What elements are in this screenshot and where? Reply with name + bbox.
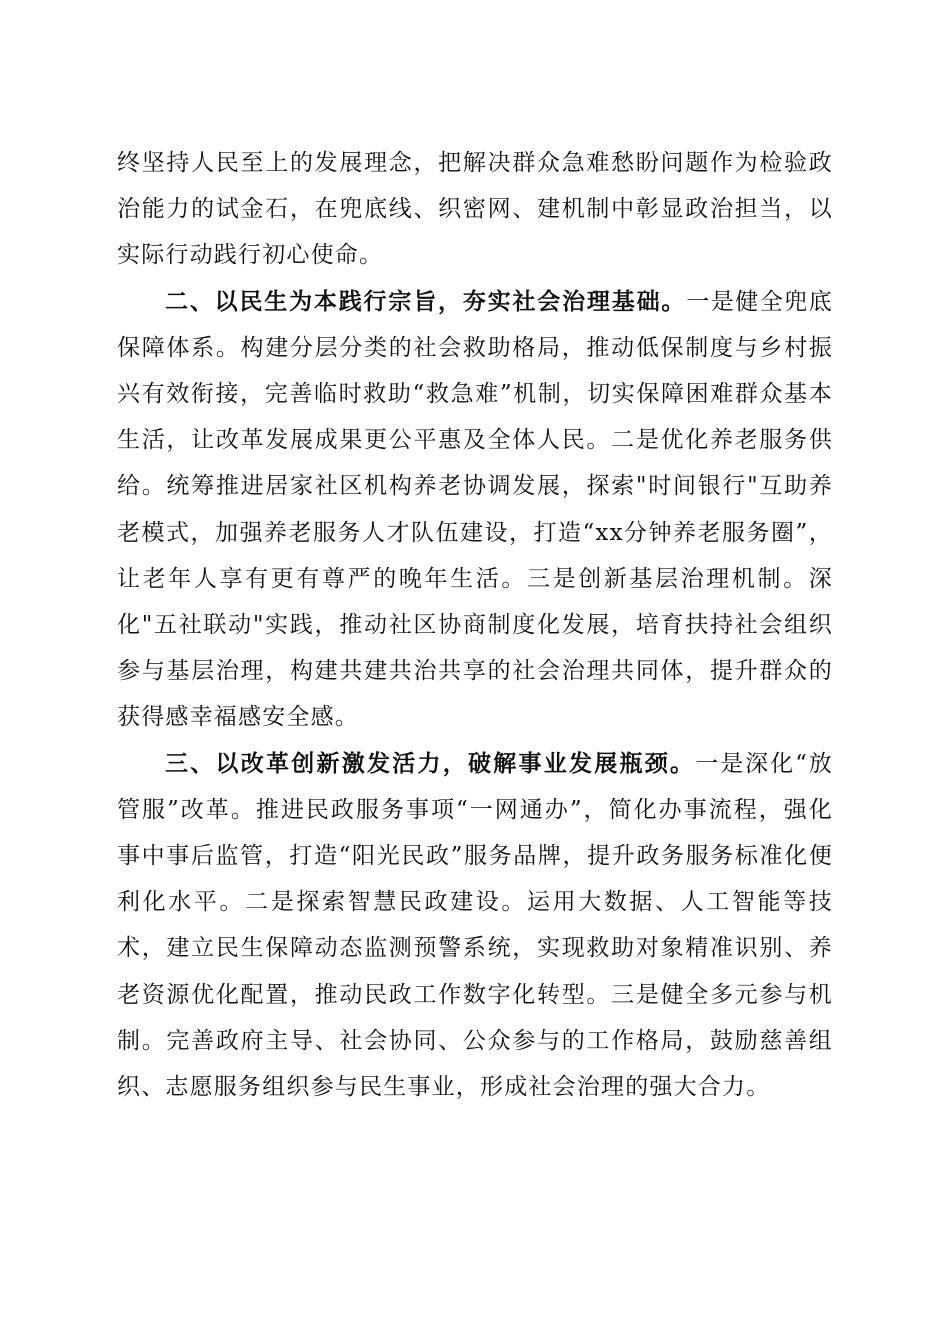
paragraph-section-two (117, 279, 833, 741)
document-body (117, 140, 833, 1110)
section-heading: 二、以民生为本践行宗旨，夯实社会治理基础。 (165, 288, 687, 315)
section-heading: 三、以改革创新激发活力，破解事业发展瓶颈。 (165, 750, 696, 777)
paragraph-section-three (117, 741, 833, 1111)
paragraph-body: 终坚持人民至上的发展理念，把解决群众急难愁盼问题作为检验政治能力的试金石，在兜底线、织密网、建机制中彰显政治担当，以实际行动践行初心使命。 (117, 150, 833, 269)
paragraph-body: 一是深化“放管服”改革。推进民政服务事项“一网通办”，简化办事流程，强化事中事后监管，打造“阳光民政”服务品牌，提升政务服务标准化便利化水平。二是探索智慧民政建设。运用大数据、人工智能等技术，建立民生保障动态监测预警系统，实现救助对象精准识别、养老资源优化配置，推动民政工作数字化转型。三是健全多元参与机制。完善政府主导、社会协同、公众参与的工作格局，鼓励慈善组织、志愿服务组织参与民生事业，形成社会治理的强大合力。 (117, 750, 833, 1101)
paragraph-continuation (117, 140, 833, 279)
paragraph-body: 一是健全兜底保障体系。构建分层分类的社会救助格局，推动低保制度与乡村振兴有效衔接，完善临时救助“救急难”机制，切实保障困难群众基本生活，让改革发展成果更公平惠及全体人民。二是优化养老服务供给。统筹推进居家社区机构养老协调发展，探索"时间银行"互助养老模式，加强养老服务人才队伍建设，打造“xx分钟养老服务圈”，让老年人享有更有尊严的晚年生活。三是创新基层治理机制。深化"五社联动"实践，推动社区协商制度化发展，培育扶持社会组织参与基层治理，构建共建共治共享的社会治理共同体，提升群众的获得感幸福感安全感。 (117, 288, 833, 731)
